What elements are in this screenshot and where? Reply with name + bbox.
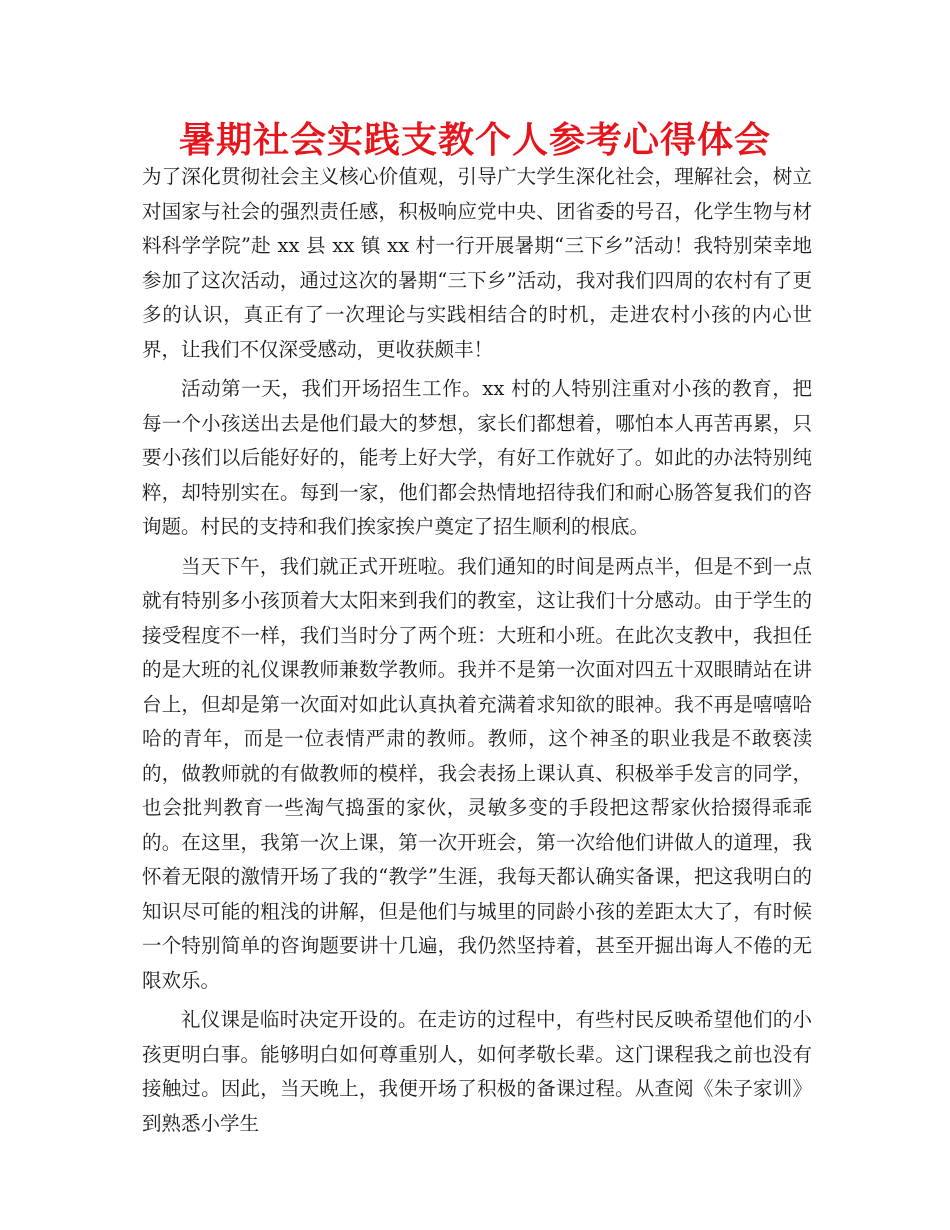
document-body xyxy=(142,160,812,1146)
paragraph-4: 礼仪课是临时决定开设的。在走访的过程中，有些村民反映希望他们的小孩更明白事。能够明白如何尊重别人，如何孝敬长辈。这门课程我之前也没有接触过。因此，当天晚上，我便开场了积极的备课过程。从查阅《朱子家训》到熟悉小学生 xyxy=(142,1008,812,1135)
paragraph-2: 活动第一天，我们开场招生工作。xx 村的人特别注重对小孩的教育，把每一个小孩送出去是他们最大的梦想，家长们都想着，哪怕本人再苦再累，只要小孩们以后能好好的，能考上好大学，有好工作就好了。如此的办法特别纯粹，却特别实在。每到一家，他们都会热情地招待我们和耐心肠答复我们的咨询题。村民的支持和我们挨家挨户奠定了招生顺利的根底。 xyxy=(142,377,812,538)
paragraph-3: 当天下午，我们就正式开班啦。我们通知的时间是两点半，但是不到一点就有特别多小孩顶着大太阳来到我们的教室，这让我们十分感动。由于学生的接受程度不一样，我们当时分了两个班：大班和小班。在此次支教中，我担任的是大班的礼仪课教师兼数学教师。我并不是第一次面对四五十双眼睛站在讲台上，但却是第一次面对如此认真执着充满着求知欲的眼神。我不再是嘻嘻哈哈的青年，而是一位表情严肃的教师。教师，这个神圣的职业我是不敢亵渎的，做教师就的有做教师的模样，我会表扬上课认真、积极举手发言的同学，也会批判教育一些淘气捣蛋的家伙，灵敏多变的手段把这帮家伙拾掇得乖乖的。在这里，我第一次上课，第一次开班会，第一次给他们讲做人的道理，我怀着无限的激情开场了我的“教学”生涯，我每天都认确实备课，把这我明白的知识尽可能的粗浅的讲解，但是他们与城里的同龄小孩的差距太大了，有时候一个特别简单的咨询题要讲十几遍，我仍然坚持着，甚至开掘出诲人不倦的无限欢乐。 xyxy=(142,554,812,992)
document-title: 暑期社会实践支教个人参考心得体会 xyxy=(178,120,771,161)
paragraph-1: 为了深化贯彻社会主义核心价值观，引导广大学生深化社会，理解社会，树立对国家与社会的强烈责任感，积极响应党中央、团省委的号召，化学生物与材料科学学院”赴 xx 县 xx 镇 xx 村一行开展暑期“三下乡”活动！我特别荣幸地参加了这次活动，通过这次的暑期“三下乡”活动，我对我们四周的农村有了更多的认识，真正有了一次理论与实践相结合的时机，走进农村小孩的内心世界，让我们不仅深受感动，更收获颇丰！ xyxy=(142,165,812,361)
